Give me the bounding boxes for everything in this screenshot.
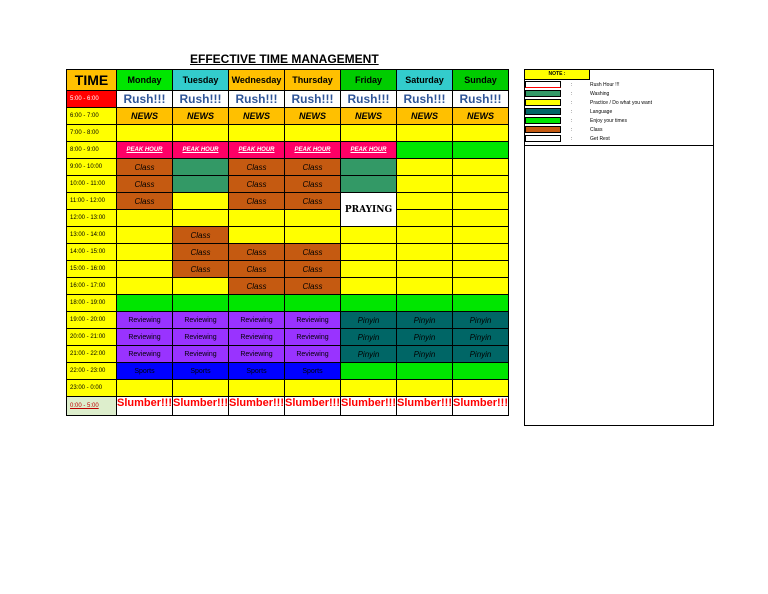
schedule-cell: [229, 210, 285, 227]
legend-colon: :: [571, 109, 573, 115]
time-cell: 5:00 - 6:00: [67, 91, 117, 108]
schedule-cell: Class: [117, 159, 173, 176]
time-cell: 7:00 - 8:00: [67, 125, 117, 142]
schedule-cell: PEAK HOUR: [173, 142, 229, 159]
schedule-cell: Reviewing: [229, 329, 285, 346]
schedule-cell: Pinyin: [453, 329, 509, 346]
legend-colon: :: [571, 82, 573, 88]
schedule-cell: [453, 142, 509, 159]
schedule-cell: [173, 159, 229, 176]
schedule-cell: [173, 278, 229, 295]
time-cell: 12:00 - 13:00: [67, 210, 117, 227]
time-cell: 18:00 - 19:00: [67, 295, 117, 312]
legend-colon: :: [571, 91, 573, 97]
time-cell: 16:00 - 17:00: [67, 278, 117, 295]
legend-colon: :: [571, 100, 573, 106]
table-row: [67, 159, 509, 176]
time-cell: 11:00 - 12:00: [67, 193, 117, 210]
schedule-cell: Pinyin: [341, 312, 397, 329]
day-header-wednesday: Wednesday: [229, 70, 285, 91]
schedule-cell: Slumber!!!: [117, 397, 173, 416]
schedule-cell: [285, 125, 341, 142]
schedule-cell: Rush!!!: [117, 91, 173, 108]
schedule-cell: Class: [285, 261, 341, 278]
time-cell: 13:00 - 14:00: [67, 227, 117, 244]
day-header-saturday: Saturday: [397, 70, 453, 91]
schedule-cell: Class: [173, 227, 229, 244]
schedule-cell: [229, 380, 285, 397]
schedule-cell: [117, 261, 173, 278]
header-row: [67, 70, 509, 91]
schedule-cell: [453, 244, 509, 261]
time-cell: 21:00 - 22:00: [67, 346, 117, 363]
day-header-monday: Monday: [117, 70, 173, 91]
schedule-cell: [341, 244, 397, 261]
schedule-cell: Rush!!!: [341, 91, 397, 108]
table-row: [67, 295, 509, 312]
legend-swatch: [525, 99, 561, 106]
table-row: [67, 397, 509, 416]
schedule-cell: Rush!!!: [453, 91, 509, 108]
schedule-cell: Class: [117, 193, 173, 210]
legend-label: Class: [590, 127, 603, 133]
schedule-cell: [453, 159, 509, 176]
legend-label: Rush Hour !!!: [590, 82, 620, 88]
schedule-cell: [397, 210, 453, 227]
schedule-cell: Slumber!!!: [397, 397, 453, 416]
schedule-cell: [285, 227, 341, 244]
schedule-cell: Pinyin: [397, 346, 453, 363]
schedule-cell: [397, 278, 453, 295]
legend-label: Washing: [590, 91, 610, 97]
schedule-cell: Reviewing: [229, 346, 285, 363]
schedule-cell: Rush!!!: [397, 91, 453, 108]
table-row: [67, 380, 509, 397]
schedule-cell: Rush!!!: [229, 91, 285, 108]
schedule-cell: Class: [285, 278, 341, 295]
schedule-cell: NEWS: [453, 108, 509, 125]
legend-label: Language: [590, 109, 613, 115]
schedule-cell: [117, 210, 173, 227]
table-row: [67, 278, 509, 295]
time-cell: 0:00 - 5:00: [67, 397, 117, 416]
table-row: [67, 125, 509, 142]
table-row: [67, 329, 509, 346]
table-row: [67, 176, 509, 193]
schedule-cell: [397, 363, 453, 380]
time-cell: 15:00 - 16:00: [67, 261, 117, 278]
table-row: [67, 227, 509, 244]
schedule-cell: Class: [285, 176, 341, 193]
time-cell: 19:00 - 20:00: [67, 312, 117, 329]
schedule-cell: Rush!!!: [285, 91, 341, 108]
time-cell: 10:00 - 11:00: [67, 176, 117, 193]
schedule-cell: NEWS: [117, 108, 173, 125]
schedule-cell: [453, 193, 509, 210]
schedule-cell: Class: [285, 159, 341, 176]
schedule-cell: [453, 227, 509, 244]
table-row: [67, 193, 509, 210]
time-cell: 6:00 - 7:00: [67, 108, 117, 125]
schedule-cell: [117, 295, 173, 312]
schedule-cell: Pinyin: [341, 329, 397, 346]
schedule-cell: Sports: [117, 363, 173, 380]
day-header-thursday: Thursday: [285, 70, 341, 91]
schedule-cell: [285, 380, 341, 397]
schedule-cell: Slumber!!!: [341, 397, 397, 416]
schedule-cell: NEWS: [397, 108, 453, 125]
schedule-cell: Reviewing: [285, 329, 341, 346]
schedule-cell: [173, 176, 229, 193]
schedule-cell: NEWS: [173, 108, 229, 125]
schedule-cell: [117, 380, 173, 397]
table-row: [67, 363, 509, 380]
schedule-cell: [173, 125, 229, 142]
schedule-cell: [285, 295, 341, 312]
day-header-friday: Friday: [341, 70, 397, 91]
schedule-cell: [397, 227, 453, 244]
schedule-cell: [117, 278, 173, 295]
schedule-cell: [173, 295, 229, 312]
legend-item: [525, 90, 713, 98]
schedule-cell: Reviewing: [229, 312, 285, 329]
schedule-cell: Class: [229, 193, 285, 210]
schedule-cell: NEWS: [229, 108, 285, 125]
schedule-cell: Class: [229, 176, 285, 193]
schedule-cell: Pinyin: [397, 312, 453, 329]
schedule-cell: [453, 210, 509, 227]
schedule-cell: Slumber!!!: [173, 397, 229, 416]
schedule-cell: Pinyin: [341, 346, 397, 363]
schedule-cell: [341, 380, 397, 397]
schedule-cell: Reviewing: [117, 329, 173, 346]
note-panel: [524, 69, 714, 426]
time-cell: 20:00 - 21:00: [67, 329, 117, 346]
legend-item: [525, 108, 713, 116]
note-title: NOTE :: [525, 70, 590, 80]
schedule-cell: Rush!!!: [173, 91, 229, 108]
table-row: [67, 210, 509, 227]
schedule-cell: Reviewing: [285, 312, 341, 329]
schedule-cell: [117, 244, 173, 261]
schedule-cell: [453, 261, 509, 278]
schedule-cell: [285, 210, 341, 227]
legend-item: [525, 135, 713, 143]
table-row: [67, 261, 509, 278]
time-header: TIME: [67, 70, 117, 91]
time-cell: 23:00 - 0:00: [67, 380, 117, 397]
schedule-cell: [341, 278, 397, 295]
legend-swatch: [525, 117, 561, 124]
schedule-cell: [341, 295, 397, 312]
time-cell: 9:00 - 10:00: [67, 159, 117, 176]
schedule-cell: Pinyin: [453, 346, 509, 363]
schedule-cell: Class: [229, 261, 285, 278]
schedule-cell: [397, 295, 453, 312]
legend-swatch: [525, 90, 561, 97]
legend-item: [525, 81, 713, 89]
schedule-cell: [173, 380, 229, 397]
legend-swatch: [525, 126, 561, 133]
schedule-cell: PEAK HOUR: [285, 142, 341, 159]
schedule-cell: [453, 125, 509, 142]
schedule-cell: Class: [285, 244, 341, 261]
schedule-cell: Sports: [173, 363, 229, 380]
schedule-cell: [453, 278, 509, 295]
schedule-cell: [229, 227, 285, 244]
day-header-sunday: Sunday: [453, 70, 509, 91]
schedule-cell: [341, 176, 397, 193]
schedule-cell: Pinyin: [397, 329, 453, 346]
schedule-cell: Sports: [285, 363, 341, 380]
schedule-cell: [397, 159, 453, 176]
legend-swatch: [525, 135, 561, 142]
schedule-cell: [397, 193, 453, 210]
schedule-cell: Class: [117, 176, 173, 193]
schedule-cell: [341, 159, 397, 176]
time-cell: 22:00 - 23:00: [67, 363, 117, 380]
schedule-cell: [397, 176, 453, 193]
schedule-cell: [397, 142, 453, 159]
legend-label: Enjoy your times: [590, 118, 627, 124]
schedule-cell: [341, 125, 397, 142]
legend-item: [525, 126, 713, 134]
schedule-cell: [397, 244, 453, 261]
time-cell: 8:00 - 9:00: [67, 142, 117, 159]
schedule-cell: [341, 363, 397, 380]
schedule-cell: [229, 295, 285, 312]
schedule-cell: [229, 125, 285, 142]
schedule-cell: PEAK HOUR: [117, 142, 173, 159]
schedule-cell: Class: [229, 278, 285, 295]
schedule-cell: [453, 295, 509, 312]
schedule-cell: NEWS: [285, 108, 341, 125]
schedule-cell: Reviewing: [173, 329, 229, 346]
schedule-cell: [173, 210, 229, 227]
schedule-cell: NEWS: [341, 108, 397, 125]
schedule-cell: Class: [173, 261, 229, 278]
schedule-cell: [453, 176, 509, 193]
schedule-cell: Reviewing: [173, 346, 229, 363]
schedule-cell: [397, 261, 453, 278]
legend-swatch: [525, 81, 561, 88]
table-row: [67, 91, 509, 108]
schedule-cell: [397, 380, 453, 397]
legend-label: Get Rest: [590, 136, 610, 142]
schedule-cell: Class: [229, 159, 285, 176]
legend-colon: :: [571, 127, 573, 133]
schedule-cell: [173, 193, 229, 210]
schedule-cell: Reviewing: [117, 346, 173, 363]
legend-item: [525, 99, 713, 107]
schedule-cell: Sports: [229, 363, 285, 380]
praying-cell: PRAYING: [341, 193, 397, 227]
schedule-cell: PEAK HOUR: [341, 142, 397, 159]
legend-colon: :: [571, 118, 573, 124]
schedule-cell: Class: [173, 244, 229, 261]
schedule-cell: Slumber!!!: [453, 397, 509, 416]
schedule-cell: Slumber!!!: [229, 397, 285, 416]
schedule-cell: [453, 363, 509, 380]
schedule-table: [66, 69, 509, 416]
schedule-cell: [117, 227, 173, 244]
schedule-cell: Reviewing: [285, 346, 341, 363]
schedule-cell: Class: [229, 244, 285, 261]
time-cell: 14:00 - 15:00: [67, 244, 117, 261]
day-header-tuesday: Tuesday: [173, 70, 229, 91]
schedule-cell: [397, 125, 453, 142]
table-row: [67, 244, 509, 261]
legend-swatch: [525, 108, 561, 115]
legend-label: Practice / Do what you want: [590, 100, 652, 106]
schedule-cell: [341, 227, 397, 244]
table-row: [67, 312, 509, 329]
schedule-cell: Class: [285, 193, 341, 210]
page-title: EFFECTIVE TIME MANAGEMENT: [190, 52, 379, 66]
schedule-cell: Pinyin: [453, 312, 509, 329]
legend-item: [525, 117, 713, 125]
schedule-cell: Reviewing: [173, 312, 229, 329]
note-divider: [525, 145, 713, 146]
schedule-cell: [341, 261, 397, 278]
table-row: [67, 108, 509, 125]
schedule-cell: Slumber!!!: [285, 397, 341, 416]
legend-colon: :: [571, 136, 573, 142]
table-row: [67, 142, 509, 159]
schedule-cell: Reviewing: [117, 312, 173, 329]
schedule-cell: [453, 380, 509, 397]
schedule-cell: PEAK HOUR: [229, 142, 285, 159]
table-row: [67, 346, 509, 363]
schedule-cell: [117, 125, 173, 142]
